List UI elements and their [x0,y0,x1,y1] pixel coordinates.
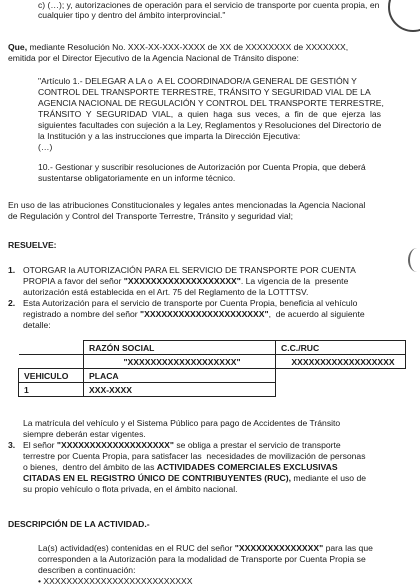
quote-line: AGENCIA NACIONAL DE REGULACIÓN Y CONTROL DEL TRANSPORTE TERRESTRE, [38,98,384,108]
table-cell-row-number: 1 [19,383,84,397]
text-fragment: o bienes, dentro del ámbito de las [23,462,157,472]
text-fragment: para las que [323,543,373,553]
text-line [23,276,348,286]
seal-stamp-edge [408,248,420,272]
text-line [38,543,373,553]
text-line: de Regulación y Control del Transporte Terrestre, Tránsito y seguridad vial; [8,211,294,221]
quote-line: siguientes facultades con sujeción a la Ley, Reglamentos y Resoluciones del Directorio de [38,120,382,130]
quote-line: "Artículo 1.- DELEGAR A LA o A EL COORDINADOR/A GENERAL DE GESTIÓN Y [38,76,357,86]
item10-line: sustentarse obligatoriamente en un informe técnico. [38,173,236,183]
que-label: Que, [8,42,28,52]
text-line: Esta Autorización para el servicio de transporte por Cuenta Propia, beneficia al vehículo [23,298,358,308]
name-placeholder: "XXXXXXXXXXXXXXXXXXX" [123,276,241,286]
table-cell-empty [276,383,406,397]
text-fragment: PROPIA a favor del señor [23,276,124,286]
quote-line: la Institución y a las instrucciones que imparta la Dirección Ejecutiva: [38,131,301,141]
bullet-item [38,576,192,586]
table-cell-razon-value: "XXXXXXXXXXXXXXXXXXX" [84,355,276,369]
bullet-icon: • [38,576,44,586]
table-header-placa: PLACA [84,369,276,383]
text-fragment: registrado a nombre del señor [23,309,141,319]
text-fragment: La(s) actividad(es) contenidas en el RUC del señor [38,543,235,553]
table-row [19,383,406,397]
name-placeholder: "XXXXXXXXXXXXXX" [234,543,324,553]
text-line: siempre deberán estar vigentes. [23,429,146,439]
table-cell-placa-value: XXX-XXXX [84,383,276,397]
text-line: c) (…); y, autorizaciones de operación para el servicio de transporte por cuenta propia, en [38,0,380,10]
text-line: terrestre por Cuenta Propia, para satisfacer las necesidades de movilización de personas [23,451,366,461]
resuelve-heading: RESUELVE: [8,240,57,250]
text-line: cualquier tipo y dentro del ámbito interprovincial." [38,10,226,20]
item-number: 3. [8,440,16,450]
text-line: describen a continuación: [38,565,136,575]
table-row [19,341,406,355]
text-line [23,440,341,450]
vehicle-detail-table [18,340,406,397]
text-line: En uso de las atribuciones Constitucionales y legales antes mencionadas la Agencia Nacional [8,200,366,210]
table-row [19,369,406,383]
text-fragment: , de acuerdo al siguiente [268,309,365,319]
text-fragment: . La vigencia de la presente [240,276,349,286]
text-line [23,473,366,483]
text-line: mediante Resolución No. XXX-XX-XXX-XXXX de XX de XXXXXXXX de XXXXXXX, [27,42,349,52]
table-cell-ruc-value: XXXXXXXXXXXXXXXXXX [276,355,406,369]
text-fragment: mediante el uso de [291,473,367,483]
bullet-text: XXXXXXXXXXXXXXXXXXXXXXXXXX [43,576,193,586]
seal-stamp [388,0,420,32]
table-cell-empty [19,355,84,369]
text-fragment: se obliga a prestar el servicio de transporte [173,440,341,450]
quote-line: (…) [38,142,53,152]
que-paragraph [8,42,348,52]
text-line [23,462,338,472]
text-line: La matrícula del vehículo y el Sistema Público para pago de Accidentes de Tránsito [23,418,341,428]
table-header-cc-ruc: C.C./RUC [276,341,406,355]
table-header-razon-social: RAZÓN SOCIAL [84,341,276,355]
table-cell-empty [276,369,406,383]
name-placeholder: "XXXXXXXXXXXXXXXXXXX" [56,440,174,450]
table-cell-empty [19,341,84,355]
name-placeholder: "XXXXXXXXXXXXXXXXXXXXX" [140,309,269,319]
bold-fragment: ACTIVIDADES COMERCIALES EXCLUSIVAS [156,462,338,472]
text-fragment: El señor [23,440,57,450]
item-number: 1. [8,265,16,275]
text-line: emitida por el Director Ejecutivo de la Agencia Nacional de Tránsito dispone: [8,53,299,63]
bold-fragment: CITADAS EN EL REGISTRO ÚNICO DE CONTRIBUYENTES (RUC), [23,473,292,483]
item10-line: 10.- Gestionar y suscribir resoluciones de Autorización por Cuenta Propia, que deberá [38,162,366,172]
text-line: autorización está establecida en el Art. 75 del Reglamento de la LOTTTSV. [23,287,309,297]
quote-line: TRÁNSITO Y SEGURIDAD VIAL, a quien haga sus veces, a fin de que ejerza las [38,109,381,119]
text-line: detalle: [23,320,51,330]
text-line: OTORGAR la AUTORIZACIÓN PARA EL SERVICIO DE TRANSPORTE POR CUENTA [23,265,356,275]
descripcion-heading: DESCRIPCIÓN DE LA ACTIVIDAD.- [8,519,150,529]
table-header-vehiculo: VEHICULO [19,369,84,383]
text-line: su propio vehículo o flota privada, en el ámbito nacional. [23,484,238,494]
quote-line: CONTROL DEL TRANSPORTE TERRESTRE, TRÁNSITO Y SEGURIDAD VIAL DE LA [38,87,371,97]
text-line [23,309,365,319]
item-number: 2. [8,298,16,308]
text-line: corresponden a la Autorización para la modalidad de Transporte por Cuenta Propia se [38,554,366,564]
table-row [19,355,406,369]
